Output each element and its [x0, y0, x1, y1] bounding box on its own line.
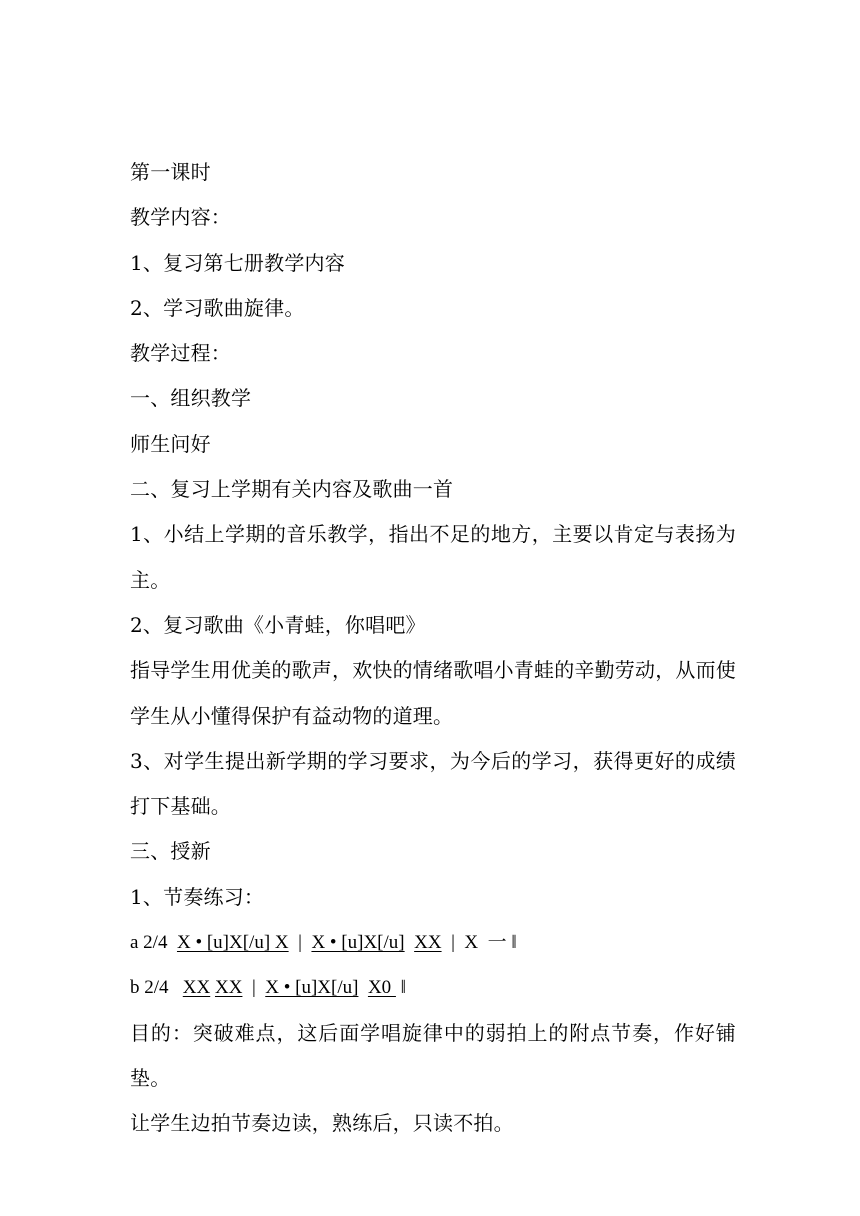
rhythm-practice-title: 1、节奏练习： [130, 884, 265, 909]
rhythm-b-label: b 2/4 [130, 977, 183, 999]
teaching-content-heading: 教学内容： [130, 205, 231, 230]
teaching-process-heading: 教学过程： [130, 341, 231, 366]
greeting-text: 师生问好 [130, 431, 211, 456]
rhythm-a-sep-1: | [288, 932, 312, 954]
rhythm-a-group-2: X • [u]X[/u] [311, 932, 405, 954]
section-3-heading: 三、授新 [130, 839, 211, 864]
rhythm-a-group-3: XX [414, 932, 442, 954]
section-2-heading: 二、复习上学期有关内容及歌曲一首 [130, 477, 454, 502]
rhythm-a-sep-3: | X 一 ‖ [441, 932, 517, 954]
rhythm-line-b [130, 965, 736, 1010]
document-page [130, 150, 736, 1147]
rhythm-b-sep-2: | [242, 977, 266, 999]
rhythm-b-group-2: XX [214, 977, 243, 999]
rhythm-a-group-1: X • [u]X[/u] X [176, 932, 289, 954]
review-item-2-description: 指导学生用优美的歌声，欢快的情绪歌唱小青蛙的辛勤劳动，从而使学生从小懂得保护有益动物的道理。 [130, 658, 736, 728]
rhythm-a-sep-2 [405, 932, 415, 953]
rhythm-b-group-3: X • [u]X[/u] [265, 977, 359, 999]
rhythm-b-sep-4: ‖ [395, 977, 407, 999]
rhythm-line-a [130, 920, 736, 965]
rhythm-b-group-4: X0 [367, 977, 396, 999]
content-item-1: 1、复习第七册教学内容 [130, 250, 345, 275]
rhythm-b-group-1: XX [182, 977, 211, 999]
content-item-2: 2、学习歌曲旋律。 [130, 295, 305, 320]
section-1-heading: 一、组织教学 [130, 386, 252, 411]
practice-instruction: 让学生边拍节奏边读，熟练后，只读不拍。 [130, 1111, 514, 1136]
rhythm-a-label: a 2/4 [130, 932, 177, 954]
review-item-3: 3、对学生提出新学期的学习要求，为今后的学习，获得更好的成绩打下基础。 [130, 748, 736, 819]
review-item-1: 1、小结上学期的音乐教学，指出不足的地方，主要以肯定与表扬为主。 [130, 522, 736, 592]
purpose-text: 目的：突破难点，这后面学唱旋律中的弱拍上的附点节奏，作好铺垫。 [130, 1020, 736, 1090]
lesson-title: 第一课时 [130, 160, 211, 184]
review-item-2: 2、复习歌曲《小青蛙，你唱吧》 [130, 612, 426, 637]
rhythm-b-sep-3 [358, 977, 368, 998]
